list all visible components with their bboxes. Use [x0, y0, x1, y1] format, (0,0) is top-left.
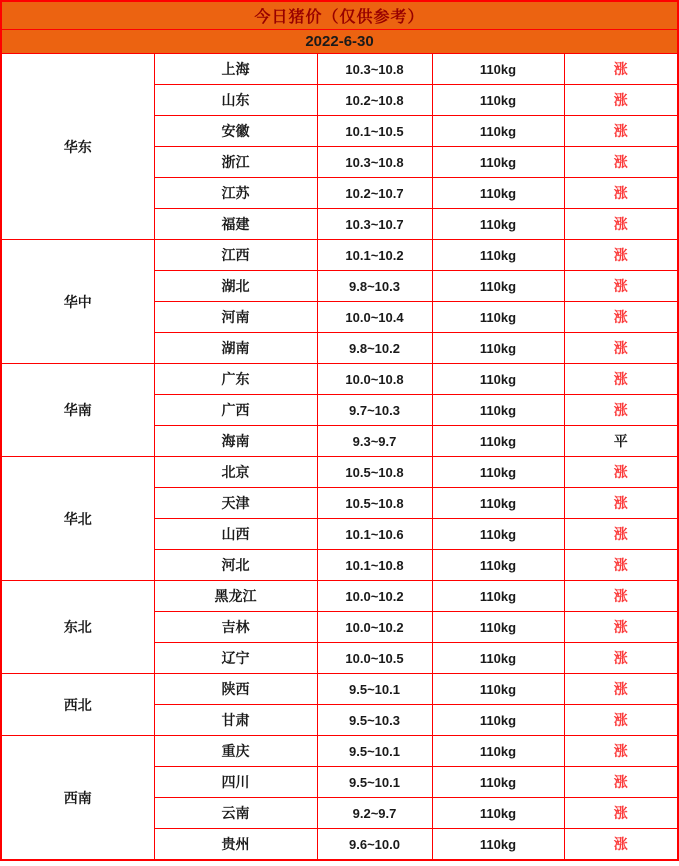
price-cell: 10.0~10.4 — [317, 302, 432, 333]
trend-cell: 涨 — [564, 271, 678, 302]
region-cell: 华北 — [1, 457, 154, 581]
province-cell: 山东 — [154, 85, 317, 116]
trend-cell: 涨 — [564, 457, 678, 488]
table-row — [1, 54, 678, 85]
price-cell: 9.5~10.1 — [317, 674, 432, 705]
province-cell: 吉林 — [154, 612, 317, 643]
date-row — [1, 30, 678, 54]
price-cell: 10.3~10.8 — [317, 147, 432, 178]
region-cell: 华南 — [1, 364, 154, 457]
province-cell: 海南 — [154, 426, 317, 457]
province-cell: 山西 — [154, 519, 317, 550]
province-cell: 江西 — [154, 240, 317, 271]
weight-cell: 110kg — [432, 364, 564, 395]
weight-cell: 110kg — [432, 643, 564, 674]
region-cell: 西南 — [1, 736, 154, 861]
table-row — [1, 581, 678, 612]
price-cell: 9.8~10.3 — [317, 271, 432, 302]
province-cell: 湖南 — [154, 333, 317, 364]
table-row — [1, 736, 678, 767]
province-cell: 福建 — [154, 209, 317, 240]
trend-cell: 涨 — [564, 581, 678, 612]
province-cell: 广西 — [154, 395, 317, 426]
trend-cell: 涨 — [564, 705, 678, 736]
price-cell: 10.0~10.8 — [317, 364, 432, 395]
weight-cell: 110kg — [432, 85, 564, 116]
trend-cell: 涨 — [564, 209, 678, 240]
province-cell: 北京 — [154, 457, 317, 488]
price-cell: 10.1~10.2 — [317, 240, 432, 271]
page-title: 今日猪价（仅供参考） — [1, 1, 678, 30]
table-header — [1, 1, 678, 54]
price-cell: 9.2~9.7 — [317, 798, 432, 829]
weight-cell: 110kg — [432, 395, 564, 426]
price-cell: 10.1~10.8 — [317, 550, 432, 581]
province-cell: 四川 — [154, 767, 317, 798]
weight-cell: 110kg — [432, 612, 564, 643]
province-cell: 浙江 — [154, 147, 317, 178]
table-row — [1, 240, 678, 271]
weight-cell: 110kg — [432, 798, 564, 829]
province-cell: 辽宁 — [154, 643, 317, 674]
region-cell: 华中 — [1, 240, 154, 364]
province-cell: 天津 — [154, 488, 317, 519]
price-cell: 10.2~10.8 — [317, 85, 432, 116]
province-cell: 湖北 — [154, 271, 317, 302]
trend-cell: 平 — [564, 426, 678, 457]
price-cell: 10.3~10.7 — [317, 209, 432, 240]
weight-cell: 110kg — [432, 209, 564, 240]
price-cell: 10.0~10.5 — [317, 643, 432, 674]
trend-cell: 涨 — [564, 240, 678, 271]
province-cell: 广东 — [154, 364, 317, 395]
trend-cell: 涨 — [564, 85, 678, 116]
weight-cell: 110kg — [432, 426, 564, 457]
trend-cell: 涨 — [564, 54, 678, 85]
price-cell: 9.5~10.1 — [317, 736, 432, 767]
trend-cell: 涨 — [564, 116, 678, 147]
trend-cell: 涨 — [564, 364, 678, 395]
province-cell: 黑龙江 — [154, 581, 317, 612]
province-cell: 贵州 — [154, 829, 317, 861]
price-cell: 10.1~10.5 — [317, 116, 432, 147]
trend-cell: 涨 — [564, 519, 678, 550]
region-cell: 西北 — [1, 674, 154, 736]
price-cell: 9.3~9.7 — [317, 426, 432, 457]
province-cell: 安徽 — [154, 116, 317, 147]
price-cell: 10.2~10.7 — [317, 178, 432, 209]
province-cell: 江苏 — [154, 178, 317, 209]
trend-cell: 涨 — [564, 333, 678, 364]
trend-cell: 涨 — [564, 674, 678, 705]
price-cell: 10.1~10.6 — [317, 519, 432, 550]
trend-cell: 涨 — [564, 147, 678, 178]
weight-cell: 110kg — [432, 333, 564, 364]
weight-cell: 110kg — [432, 581, 564, 612]
trend-cell: 涨 — [564, 798, 678, 829]
trend-cell: 涨 — [564, 550, 678, 581]
weight-cell: 110kg — [432, 457, 564, 488]
title-row — [1, 1, 678, 30]
trend-cell: 涨 — [564, 178, 678, 209]
weight-cell: 110kg — [432, 674, 564, 705]
weight-cell: 110kg — [432, 767, 564, 798]
table-row — [1, 674, 678, 705]
trend-cell: 涨 — [564, 488, 678, 519]
price-cell: 10.0~10.2 — [317, 581, 432, 612]
trend-cell: 涨 — [564, 829, 678, 861]
weight-cell: 110kg — [432, 302, 564, 333]
province-cell: 甘肃 — [154, 705, 317, 736]
weight-cell: 110kg — [432, 271, 564, 302]
trend-cell: 涨 — [564, 302, 678, 333]
weight-cell: 110kg — [432, 705, 564, 736]
price-cell: 9.5~10.1 — [317, 767, 432, 798]
price-cell: 10.5~10.8 — [317, 457, 432, 488]
price-cell: 10.0~10.2 — [317, 612, 432, 643]
weight-cell: 110kg — [432, 178, 564, 209]
price-cell: 9.6~10.0 — [317, 829, 432, 861]
table-row — [1, 457, 678, 488]
table-row — [1, 364, 678, 395]
weight-cell: 110kg — [432, 829, 564, 861]
trend-cell: 涨 — [564, 643, 678, 674]
province-cell: 云南 — [154, 798, 317, 829]
province-cell: 重庆 — [154, 736, 317, 767]
weight-cell: 110kg — [432, 550, 564, 581]
weight-cell: 110kg — [432, 736, 564, 767]
date-label: 2022-6-30 — [1, 30, 678, 54]
weight-cell: 110kg — [432, 147, 564, 178]
weight-cell: 110kg — [432, 240, 564, 271]
price-cell: 9.8~10.2 — [317, 333, 432, 364]
weight-cell: 110kg — [432, 488, 564, 519]
weight-cell: 110kg — [432, 116, 564, 147]
province-cell: 河北 — [154, 550, 317, 581]
weight-cell: 110kg — [432, 54, 564, 85]
trend-cell: 涨 — [564, 767, 678, 798]
region-cell: 东北 — [1, 581, 154, 674]
price-table-body — [1, 54, 678, 861]
price-cell: 9.5~10.3 — [317, 705, 432, 736]
province-cell: 上海 — [154, 54, 317, 85]
province-cell: 陕西 — [154, 674, 317, 705]
trend-cell: 涨 — [564, 736, 678, 767]
price-cell: 10.3~10.8 — [317, 54, 432, 85]
region-cell: 华东 — [1, 54, 154, 240]
price-cell: 10.5~10.8 — [317, 488, 432, 519]
price-cell: 9.7~10.3 — [317, 395, 432, 426]
trend-cell: 涨 — [564, 395, 678, 426]
weight-cell: 110kg — [432, 519, 564, 550]
province-cell: 河南 — [154, 302, 317, 333]
trend-cell: 涨 — [564, 612, 678, 643]
